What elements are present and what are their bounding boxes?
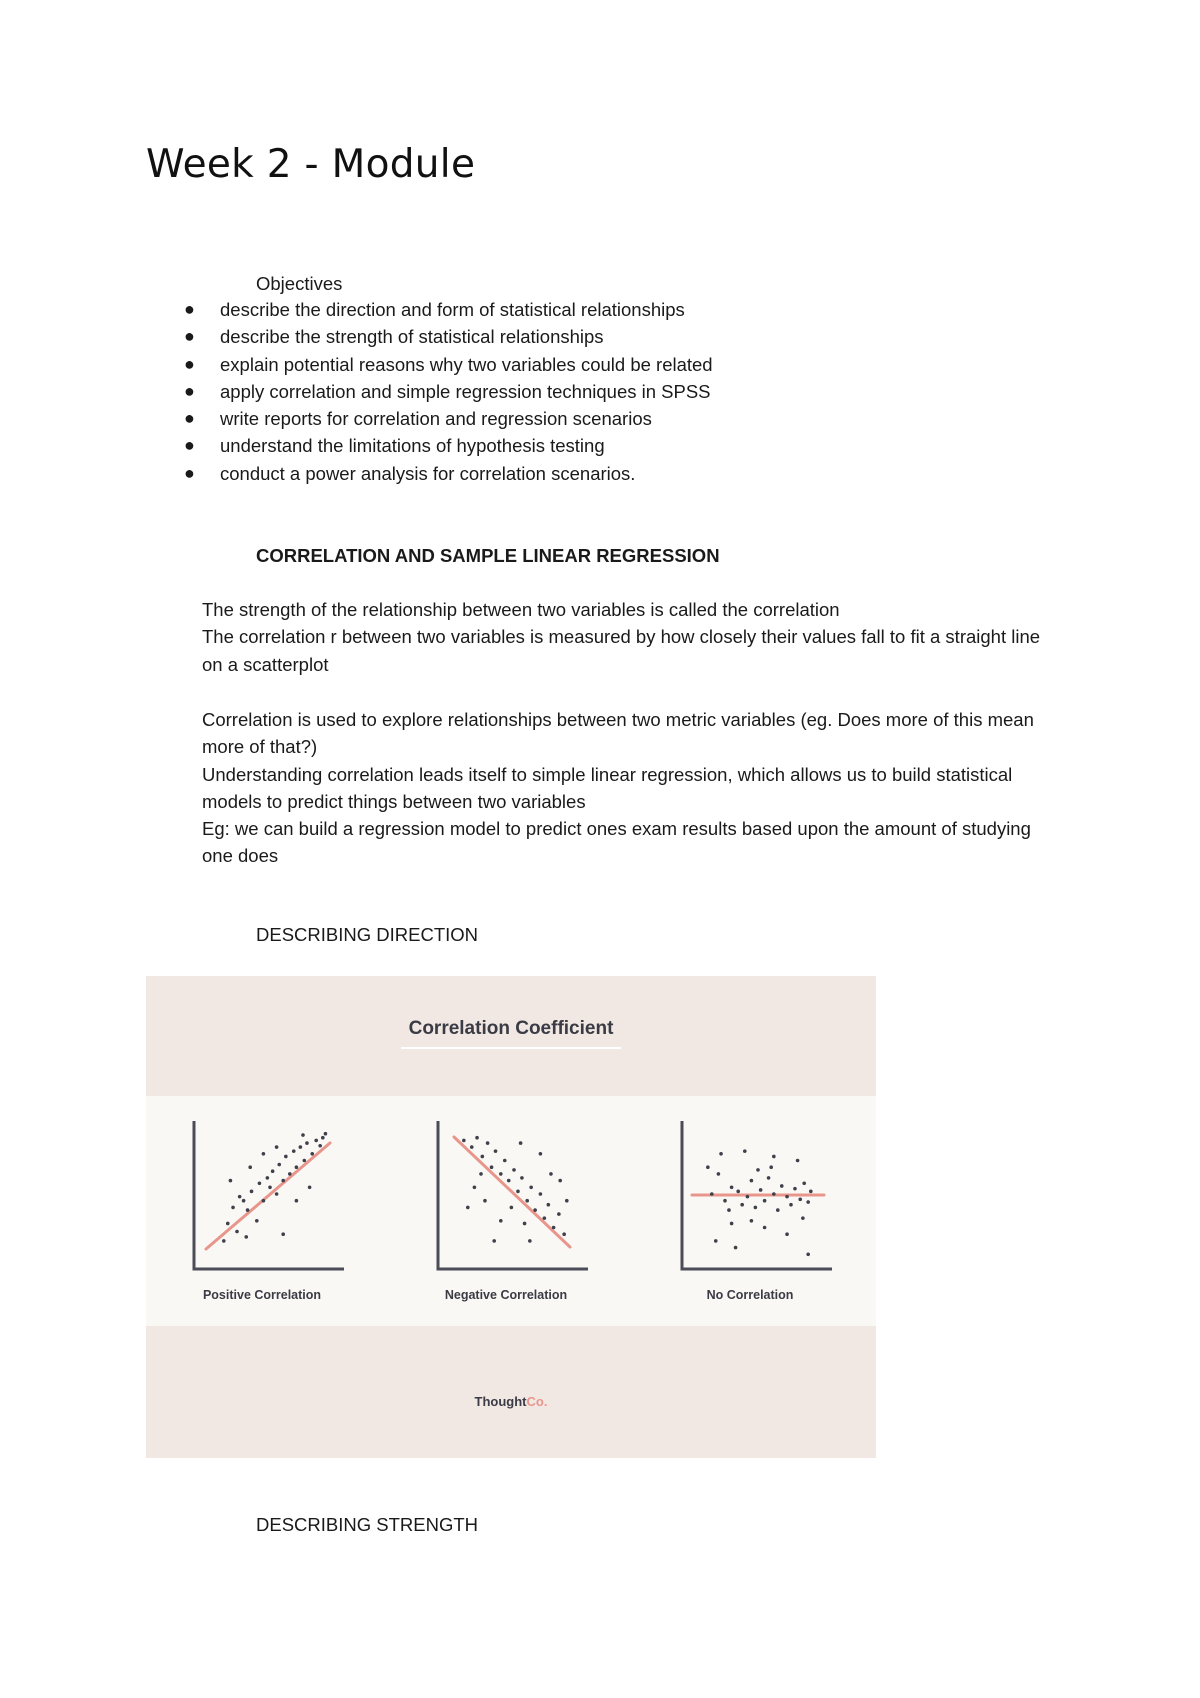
list-item: [180, 405, 713, 432]
panel-label: Negative Correlation: [444, 1288, 568, 1302]
scatter-point: [255, 1219, 259, 1223]
scatter-point: [262, 1152, 266, 1156]
scatter-point: [277, 1163, 281, 1167]
scatter-point: [565, 1199, 569, 1203]
scatter-point: [510, 1206, 514, 1210]
scatter-point: [525, 1199, 529, 1203]
scatter-point: [486, 1141, 490, 1145]
scatter-point: [324, 1132, 328, 1136]
scatter-point: [543, 1216, 547, 1220]
scatter-point: [321, 1136, 325, 1140]
scatter-point: [750, 1219, 754, 1223]
scatter-point: [490, 1165, 494, 1169]
scatter-point: [539, 1152, 543, 1156]
scatter-point: [516, 1190, 520, 1194]
bullet-icon: ●: [184, 435, 195, 456]
scatter-point: [235, 1230, 239, 1234]
scatter-point: [557, 1212, 561, 1216]
scatter-point: [507, 1179, 511, 1183]
bullet-icon: ●: [184, 326, 195, 347]
scatter-point: [303, 1159, 307, 1163]
scatter-point: [539, 1192, 543, 1196]
objective-text: conduct a power analysis for correlation scenarios.: [220, 462, 636, 484]
bullet-icon: ●: [184, 462, 195, 483]
panel-label: Positive Correlation: [202, 1288, 322, 1302]
scatter-point: [226, 1222, 230, 1226]
scatter-point: [242, 1199, 246, 1203]
scatter-point: [288, 1172, 292, 1176]
scatter-point: [552, 1226, 556, 1230]
scatter-point: [549, 1172, 553, 1176]
paragraph-line: The strength of the relationship between two variables is called the correlation: [202, 599, 840, 620]
scatter-point: [785, 1195, 789, 1199]
scatter-point: [719, 1152, 723, 1156]
scatter-point: [740, 1203, 744, 1207]
scatter-point: [796, 1159, 800, 1163]
scatter-point: [473, 1186, 477, 1190]
figure-title: Correlation Coefficient: [408, 1018, 614, 1039]
panel-label: No Correlation: [706, 1288, 794, 1302]
objectives-heading: Objectives: [256, 273, 343, 294]
bullet-icon: ●: [184, 380, 195, 401]
scatter-point: [295, 1199, 299, 1203]
scatter-point: [717, 1172, 721, 1176]
paragraph-line: Understanding correlation leads itself to simple linear regression, which allows us to build statistical models to predict things between two variables: [202, 763, 1013, 812]
scatter-point: [244, 1235, 248, 1239]
scatter-point: [806, 1200, 810, 1204]
scatter-point: [730, 1222, 734, 1226]
scatter-point: [318, 1144, 322, 1148]
bullet-icon: ●: [184, 353, 195, 374]
scatter-point: [238, 1195, 242, 1199]
logo-suffix: Co.: [526, 1394, 548, 1409]
scatter-point: [558, 1179, 562, 1183]
scatter-point: [470, 1145, 474, 1149]
scatter-point: [258, 1181, 262, 1185]
correlation-figure-svg: [146, 976, 876, 1458]
scatter-point: [229, 1179, 233, 1183]
scatter-point: [503, 1159, 507, 1163]
scatter-point: [734, 1246, 738, 1250]
scatter-point: [730, 1186, 734, 1190]
scatter-point: [802, 1181, 806, 1185]
list-item: [180, 323, 713, 350]
paragraph-correlation-usage: [202, 706, 1052, 870]
scatter-point: [494, 1149, 498, 1153]
scatter-point: [801, 1216, 805, 1220]
bullet-icon: ●: [184, 408, 195, 429]
scatter-point: [305, 1141, 309, 1145]
scatter-point: [512, 1168, 516, 1172]
scatter-point: [281, 1179, 285, 1183]
scatter-point: [462, 1139, 466, 1143]
describing-strength-heading: DESCRIBING STRENGTH: [256, 1514, 479, 1535]
scatter-point: [763, 1226, 767, 1230]
scatter-point: [231, 1206, 235, 1210]
scatter-point: [483, 1199, 487, 1203]
scatter-point: [793, 1187, 797, 1191]
scatter-point: [299, 1145, 303, 1149]
scatter-point: [789, 1203, 793, 1207]
thoughtco-logo: [475, 1394, 548, 1409]
paragraph-correlation-definition: [202, 596, 1052, 678]
scatter-point: [806, 1253, 810, 1257]
scatter-point: [785, 1232, 789, 1236]
scatter-point: [714, 1239, 718, 1243]
scatter-point: [562, 1232, 566, 1236]
scatter-point: [492, 1239, 496, 1243]
scatter-point: [222, 1239, 226, 1243]
scatter-point: [523, 1222, 527, 1226]
scatter-point: [809, 1190, 813, 1194]
scatter-point: [756, 1168, 760, 1172]
paragraph-line: Correlation is used to explore relationships between two metric variables (eg. Does more of this mean more of that?): [202, 709, 1034, 758]
list-item: [180, 351, 713, 378]
list-item: [180, 378, 713, 405]
scatter-point: [706, 1165, 710, 1169]
scatter-point: [754, 1206, 758, 1210]
scatter-point: [772, 1192, 776, 1196]
scatter-point: [262, 1199, 266, 1203]
scatter-point: [314, 1139, 318, 1143]
correlation-coefficient-figure: [146, 976, 876, 1458]
scatter-point: [266, 1176, 270, 1180]
list-item: [180, 432, 713, 459]
scatter-point: [533, 1208, 537, 1212]
scatter-point: [736, 1190, 740, 1194]
scatter-point: [284, 1155, 288, 1159]
objective-text: explain potential reasons why two variables could be related: [220, 353, 713, 375]
scatter-point: [769, 1165, 773, 1169]
scatter-point: [750, 1179, 754, 1183]
scatter-point: [763, 1199, 767, 1203]
scatter-point: [250, 1190, 254, 1194]
scatter-point: [710, 1192, 714, 1196]
scatter-point: [780, 1184, 784, 1188]
scatter-point: [723, 1199, 727, 1203]
scatter-point: [281, 1232, 285, 1236]
logo-word: Thought: [474, 1394, 527, 1409]
scatter-point: [528, 1239, 532, 1243]
scatter-point: [547, 1203, 551, 1207]
scatter-point: [248, 1165, 252, 1169]
paragraph-line: The correlation r between two variables is measured by how closely their values fall to fit a straight line on a scatterplot: [202, 626, 1041, 675]
objective-text: write reports for correlation and regression scenarios: [220, 408, 652, 430]
scatter-point: [275, 1145, 279, 1149]
scatter-point: [295, 1165, 299, 1169]
scatter-point: [301, 1133, 305, 1137]
objective-text: describe the direction and form of statistical relationships: [220, 299, 685, 320]
describing-direction-heading: DESCRIBING DIRECTION: [256, 924, 479, 945]
figure-bottom-band: [146, 1326, 876, 1458]
scatter-point: [271, 1169, 275, 1173]
scatter-point: [743, 1149, 747, 1153]
scatter-point: [798, 1198, 802, 1202]
list-item: [180, 296, 713, 323]
scatter-point: [292, 1149, 296, 1153]
scatter-point: [246, 1208, 250, 1212]
objective-text: understand the limitations of hypothesis testing: [220, 435, 605, 457]
objectives-list: [180, 296, 713, 487]
scatter-point: [466, 1206, 470, 1210]
scatter-point: [475, 1136, 479, 1140]
section-heading: CORRELATION AND SAMPLE LINEAR REGRESSION: [256, 545, 720, 566]
scatter-point: [767, 1176, 771, 1180]
bullet-icon: ●: [184, 299, 195, 319]
scatter-point: [481, 1155, 485, 1159]
list-item: [180, 460, 713, 487]
scatter-point: [310, 1152, 314, 1156]
scatter-point: [529, 1186, 533, 1190]
objective-text: describe the strength of statistical relationships: [220, 326, 604, 348]
scatter-point: [746, 1195, 750, 1199]
scatter-point: [727, 1208, 731, 1212]
objective-text: apply correlation and simple regression techniques in SPSS: [220, 380, 711, 402]
scatter-point: [308, 1186, 312, 1190]
scatter-point: [499, 1172, 503, 1176]
scatter-point: [275, 1192, 279, 1196]
paragraph-line: Eg: we can build a regression model to predict ones exam results based upon the amount of studying one does: [202, 818, 1031, 867]
scatter-point: [772, 1155, 776, 1159]
scatter-point: [776, 1208, 780, 1212]
scatter-point: [268, 1186, 272, 1190]
page-title: Week 2 - Module: [146, 142, 476, 187]
scatter-point: [499, 1219, 503, 1223]
scatter-point: [759, 1188, 763, 1192]
scatter-point: [519, 1141, 523, 1145]
scatter-point: [520, 1176, 524, 1180]
scatter-point: [479, 1172, 483, 1176]
